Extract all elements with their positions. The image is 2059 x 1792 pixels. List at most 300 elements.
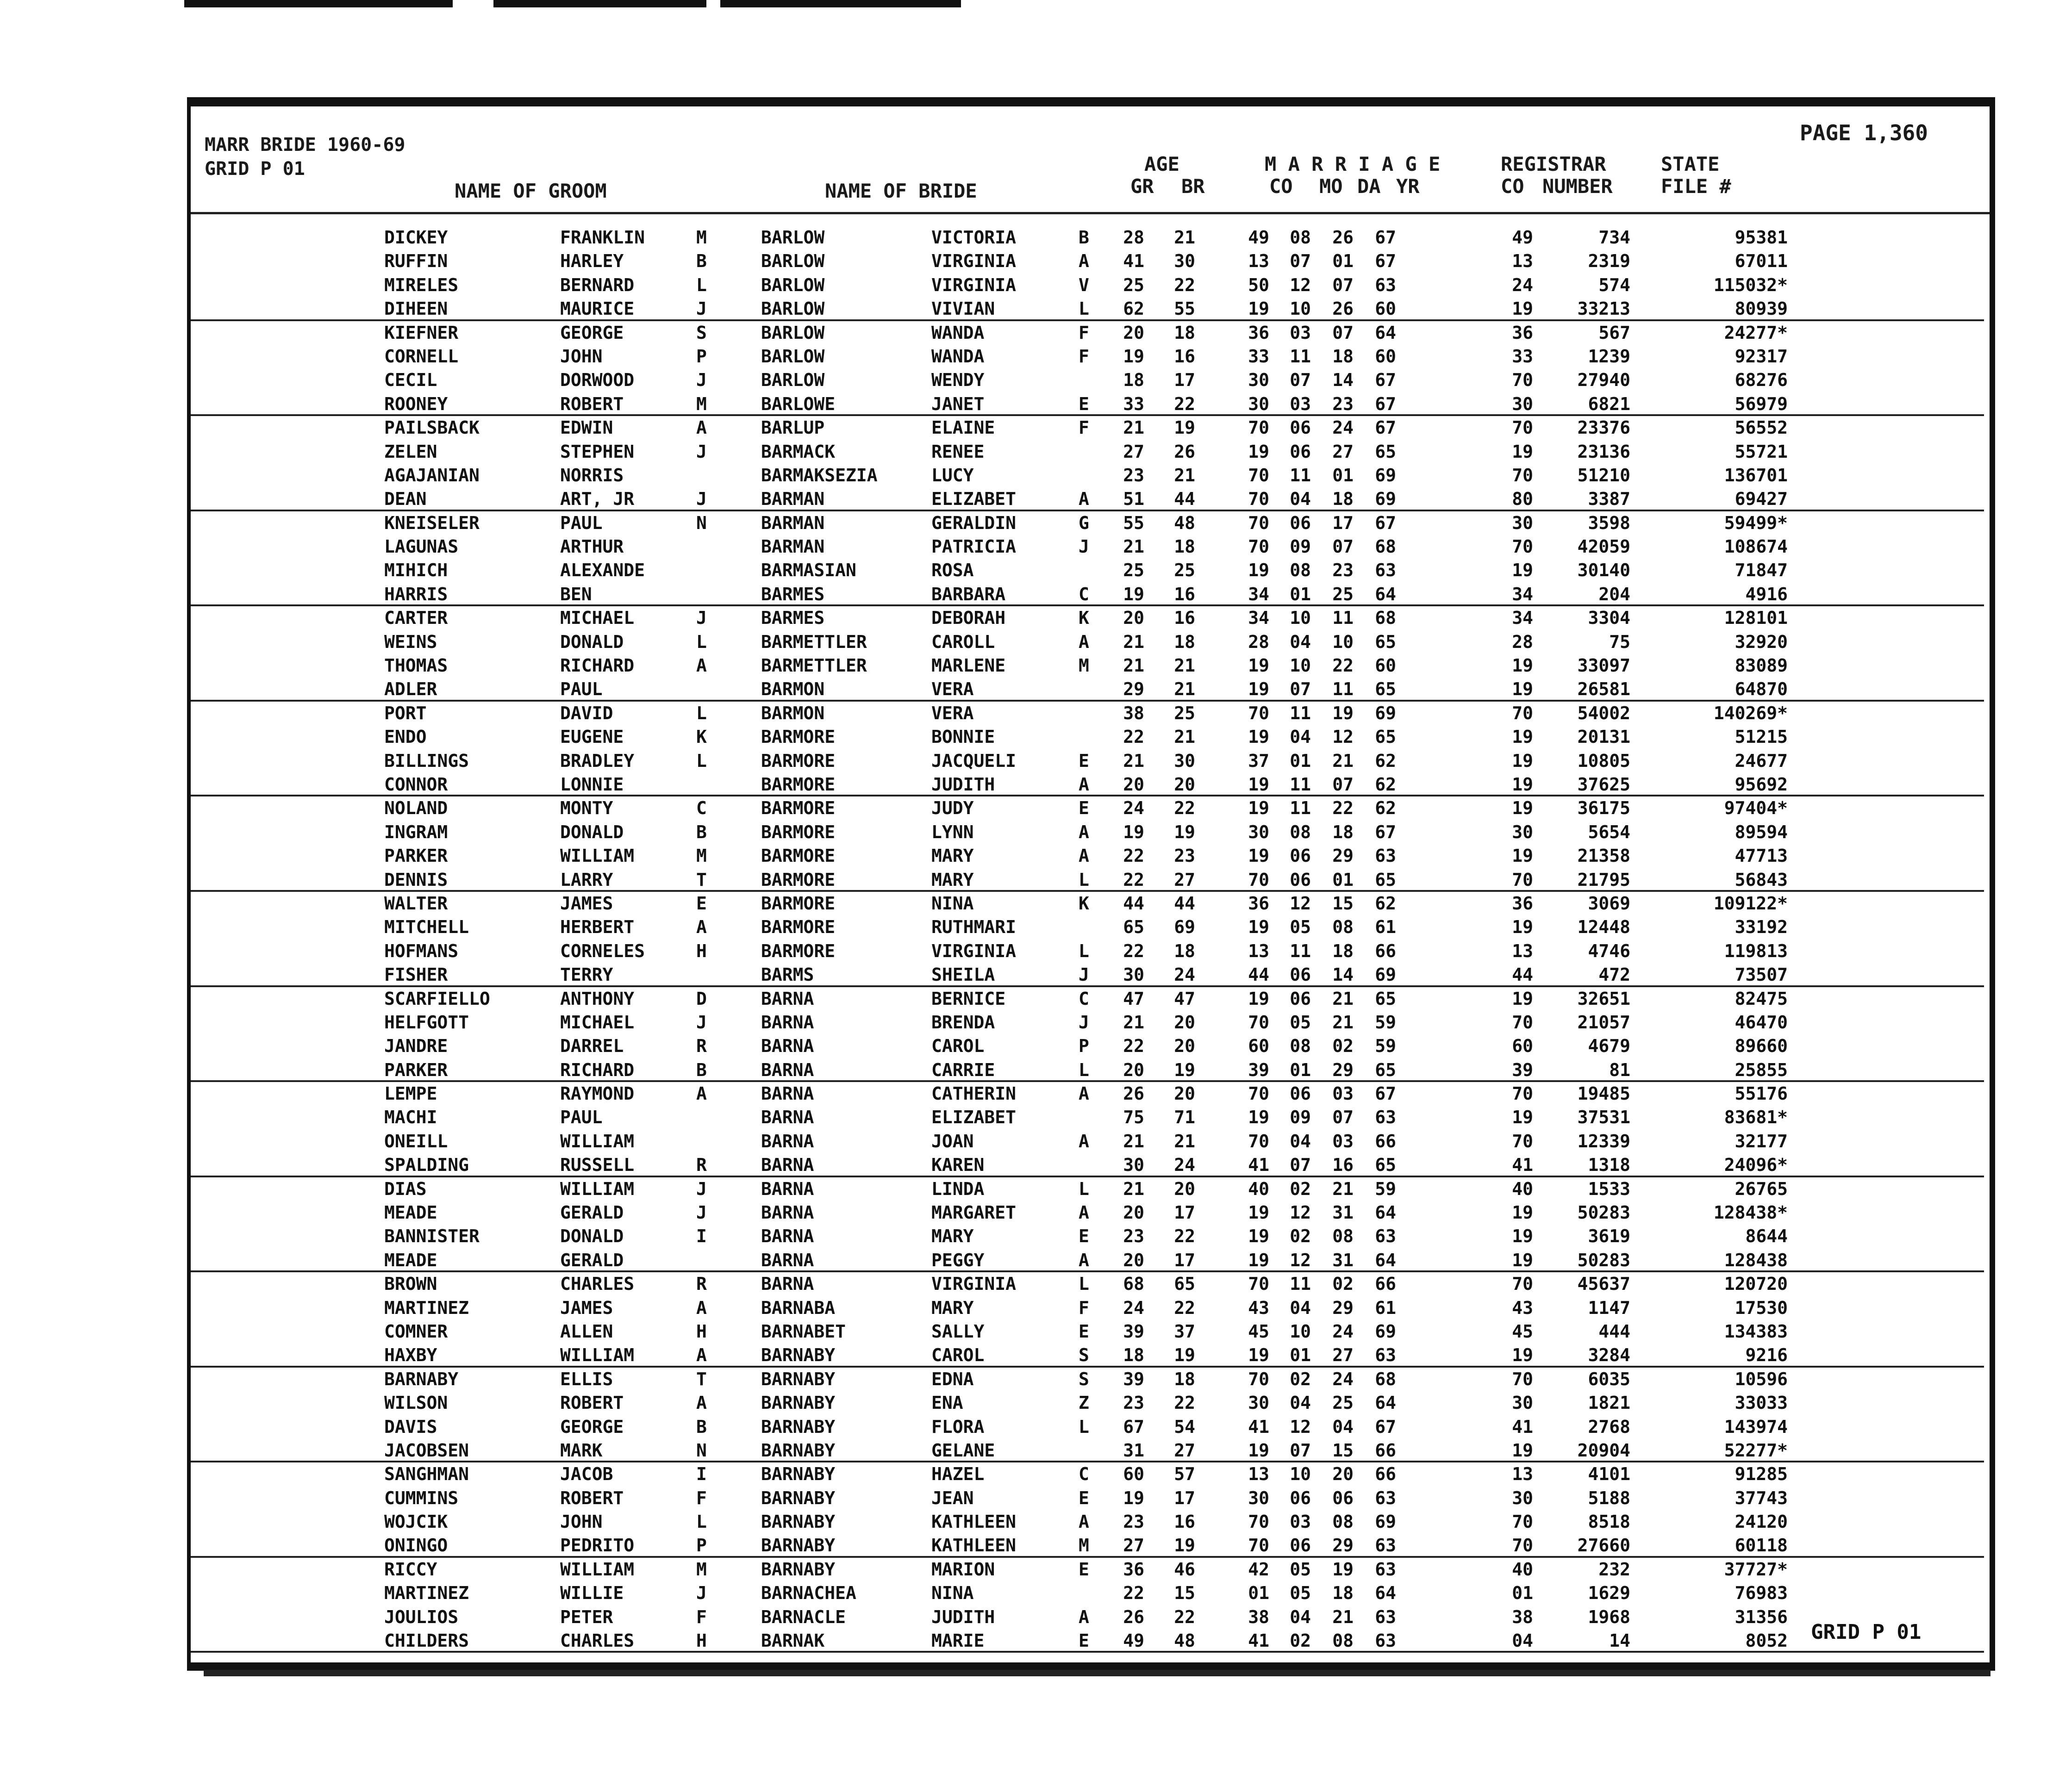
groom-age: 36: [1123, 1559, 1144, 1580]
groom-surname: SPALDING: [384, 1155, 469, 1176]
marriage-day: 14: [1332, 964, 1354, 985]
bride-surname: BARMORE: [761, 940, 836, 961]
marriage-county: 19: [1248, 798, 1269, 819]
table-row: [191, 1177, 1984, 1201]
bride-age: 37: [1174, 1321, 1195, 1342]
groom-given-name: ART, JR: [560, 489, 635, 510]
groom-surname: ONINGO: [384, 1535, 448, 1556]
marriage-day: 22: [1332, 655, 1354, 676]
bride-middle-initial: A: [1079, 1606, 1089, 1627]
bride-surname: BARMORE: [761, 869, 836, 890]
table-row: [191, 654, 1984, 678]
registrar-number: 23376: [1577, 417, 1630, 438]
groom-surname: THOMAS: [384, 655, 448, 676]
table-row: [191, 1558, 1984, 1581]
marriage-year: 63: [1375, 274, 1396, 295]
groom-age: 21: [1123, 1178, 1144, 1199]
bride-middle-initial: E: [1079, 1226, 1089, 1247]
groom-age: 23: [1123, 1512, 1144, 1532]
bride-given-name: VIRGINIA: [931, 940, 1017, 961]
bride-surname: BARLOW: [761, 251, 825, 272]
marriage-month: 12: [1290, 274, 1311, 295]
groom-given-name: MAURICE: [560, 299, 635, 319]
marriage-county: 70: [1248, 417, 1269, 438]
groom-age: 47: [1123, 988, 1144, 1009]
bride-given-name: JUDITH: [931, 774, 995, 795]
registrar-county: 19: [1512, 299, 1533, 319]
marriage-county: 70: [1248, 1369, 1269, 1389]
marriage-day: 08: [1332, 917, 1354, 938]
registrar-number: 19485: [1577, 1083, 1630, 1104]
bride-middle-initial: J: [1079, 536, 1089, 557]
registrar-number-header: NUMBER: [1542, 175, 1613, 198]
marriage-county: 19: [1248, 1250, 1269, 1270]
groom-middle-initial: B: [696, 1059, 707, 1080]
groom-age: 19: [1123, 584, 1144, 604]
bride-surname: BARNA: [761, 1155, 814, 1176]
marriage-county: 19: [1248, 1440, 1269, 1461]
bride-surname: BARNA: [761, 1250, 814, 1270]
groom-surname: PAILSBACK: [384, 417, 480, 438]
marriage-county: 70: [1248, 1274, 1269, 1294]
groom-age: 28: [1123, 227, 1144, 248]
groom-age: 38: [1123, 703, 1144, 723]
bride-given-name: DEBORAH: [931, 608, 1006, 628]
bride-given-name: GELANE: [931, 1440, 995, 1461]
bride-given-name: KATHLEEN: [931, 1512, 1017, 1532]
bride-given-name: BONNIE: [931, 727, 995, 747]
state-file-number: 95692: [1735, 774, 1788, 795]
marriage-county: 30: [1248, 1393, 1269, 1413]
groom-middle-initial: M: [696, 393, 707, 414]
table-row: [191, 1320, 1984, 1344]
bride-middle-initial: A: [1079, 1512, 1089, 1532]
bride-given-name: BRENDA: [931, 1012, 995, 1033]
bride-surname: BARLOW: [761, 346, 825, 367]
marriage-year: 59: [1375, 1178, 1396, 1199]
groom-age: 60: [1123, 1464, 1144, 1485]
registrar-county: 70: [1512, 1512, 1533, 1532]
marriage-county: 30: [1248, 393, 1269, 414]
marriage-year: 62: [1375, 798, 1396, 819]
table-row: [191, 392, 1984, 416]
groom-given-name: MARK: [560, 1440, 603, 1461]
marriage-month: 10: [1290, 1321, 1311, 1342]
registrar-county: 19: [1512, 1250, 1533, 1270]
bride-age: 22: [1174, 1606, 1195, 1627]
bride-age: 69: [1174, 917, 1195, 938]
registrar-county: 30: [1512, 512, 1533, 533]
table-row: [191, 440, 1984, 464]
registrar-number: 4679: [1588, 1036, 1630, 1057]
marriage-day: 15: [1332, 893, 1354, 914]
registrar-county: 38: [1512, 1606, 1533, 1627]
registrar-county: 19: [1512, 1226, 1533, 1247]
table-row: [191, 892, 1984, 915]
bride-surname: BARNACLE: [761, 1606, 846, 1627]
table-row: [191, 1272, 1984, 1296]
marriage-month: 11: [1290, 940, 1311, 961]
groom-age: 23: [1123, 1226, 1144, 1247]
top-scan-strip: [0, 0, 2059, 11]
registrar-county: 30: [1512, 1393, 1533, 1413]
registrar-county: 34: [1512, 608, 1533, 628]
marriage-month: 05: [1290, 917, 1311, 938]
registrar-county: 19: [1512, 1202, 1533, 1223]
state-file-number: 37727*: [1724, 1559, 1788, 1580]
groom-age: 22: [1123, 727, 1144, 747]
marriage-year: 59: [1375, 1012, 1396, 1033]
registrar-county: 41: [1512, 1416, 1533, 1437]
groom-surname: BROWN: [384, 1274, 437, 1294]
marriage-county: 19: [1248, 727, 1269, 747]
registrar-number: 734: [1598, 227, 1630, 248]
bride-age: 21: [1174, 1131, 1195, 1151]
groom-middle-initial: H: [696, 940, 707, 961]
groom-surname: PARKER: [384, 846, 448, 866]
groom-age: 39: [1123, 1321, 1144, 1342]
groom-age: 30: [1123, 1155, 1144, 1176]
bride-surname: BARMAN: [761, 512, 825, 533]
registrar-number: 27940: [1577, 370, 1630, 391]
bride-age: 16: [1174, 346, 1195, 367]
bride-surname: BARNABA: [761, 1297, 836, 1318]
bride-surname: BARMETTLER: [761, 655, 867, 676]
groom-age: 20: [1123, 1202, 1144, 1223]
table-row: [191, 1605, 1984, 1629]
marriage-county: 70: [1248, 1535, 1269, 1556]
groom-age: 27: [1123, 1535, 1144, 1556]
marriage-county: 19: [1248, 1345, 1269, 1366]
marriage-county: 19: [1248, 1202, 1269, 1223]
state-file-number: 89594: [1735, 821, 1788, 842]
groom-given-name: RUSSELL: [560, 1155, 635, 1176]
bride-middle-initial: C: [1079, 584, 1089, 604]
groom-age: 20: [1123, 322, 1144, 343]
marriage-county: 70: [1248, 1083, 1269, 1104]
marriage-county: 30: [1248, 821, 1269, 842]
marriage-year: 64: [1375, 322, 1396, 343]
marriage-day: 08: [1332, 1226, 1354, 1247]
bride-given-name: JUDITH: [931, 1606, 995, 1627]
registrar-county: 30: [1512, 1487, 1533, 1508]
state-file-number: 128438: [1724, 1250, 1788, 1270]
bride-given-name: RENEE: [931, 441, 985, 462]
groom-middle-initial: M: [696, 1559, 707, 1580]
registrar-number: 444: [1598, 1321, 1630, 1342]
groom-surname: CONNOR: [384, 774, 448, 795]
marriage-day: 07: [1332, 274, 1354, 295]
bride-surname: BARNA: [761, 1131, 814, 1151]
marriage-day: 18: [1332, 346, 1354, 367]
groom-given-name: FRANKLIN: [560, 227, 645, 248]
bride-middle-initial: G: [1079, 512, 1089, 533]
marriage-month: 02: [1290, 1630, 1311, 1651]
table-row: [191, 226, 1984, 249]
table-row: [191, 1249, 1984, 1272]
registrar-county: 45: [1512, 1321, 1533, 1342]
registrar-county: 60: [1512, 1036, 1533, 1057]
state-file-number: 128101: [1724, 608, 1788, 628]
marriage-year: 65: [1375, 631, 1396, 652]
bride-age: 26: [1174, 441, 1195, 462]
table-row: [191, 1082, 1984, 1106]
marriage-month: 03: [1290, 1512, 1311, 1532]
bride-middle-initial: M: [1079, 1535, 1089, 1556]
bride-middle-initial: F: [1079, 346, 1089, 367]
table-row: [191, 1629, 1984, 1653]
groom-given-name: ANTHONY: [560, 988, 635, 1009]
bride-surname: BARNA: [761, 1202, 814, 1223]
state-file-number: 55721: [1735, 441, 1788, 462]
marriage-day: 27: [1332, 441, 1354, 462]
groom-given-name: EUGENE: [560, 727, 624, 747]
registrar-county: 70: [1512, 1083, 1533, 1104]
registrar-county: 70: [1512, 1535, 1533, 1556]
table-row: [191, 821, 1984, 844]
age-bride-header: BR: [1181, 175, 1205, 198]
groom-given-name: CHARLES: [560, 1630, 635, 1651]
marriage-day: 31: [1332, 1202, 1354, 1223]
groom-age: 20: [1123, 774, 1144, 795]
groom-surname: SCARFIELLO: [384, 988, 490, 1009]
bride-given-name: JANET: [931, 393, 985, 414]
marriage-year: 65: [1375, 988, 1396, 1009]
table-row: [191, 368, 1984, 392]
registrar-county: 19: [1512, 679, 1533, 700]
marriage-day: 11: [1332, 608, 1354, 628]
registrar-number: 204: [1598, 584, 1630, 604]
bride-age: 19: [1174, 1345, 1195, 1366]
marriage-day: 17: [1332, 512, 1354, 533]
groom-surname: HOFMANS: [384, 940, 459, 961]
groom-middle-initial: R: [696, 1155, 707, 1176]
state-file-number: 68276: [1735, 370, 1788, 391]
registrar-number: 12448: [1577, 917, 1630, 938]
groom-given-name: CHARLES: [560, 1274, 635, 1294]
state-file-number: 52277*: [1724, 1440, 1788, 1461]
groom-middle-initial: A: [696, 655, 707, 676]
bride-given-name: ELIZABET: [931, 489, 1017, 510]
groom-given-name: PAUL: [560, 1107, 603, 1128]
registrar-county: 19: [1512, 1107, 1533, 1128]
marriage-day: 12: [1332, 727, 1354, 747]
groom-age: 21: [1123, 750, 1144, 771]
bride-age: 22: [1174, 1393, 1195, 1413]
registrar-number: 1239: [1588, 346, 1630, 367]
bride-middle-initial: A: [1079, 489, 1089, 510]
groom-surname: ROONEY: [384, 393, 448, 414]
state-file-number: 60118: [1735, 1535, 1788, 1556]
marriage-day: 02: [1332, 1036, 1354, 1057]
groom-middle-initial: B: [696, 821, 707, 842]
bride-age: 21: [1174, 727, 1195, 747]
table-row: [191, 1130, 1984, 1153]
marriage-year: 63: [1375, 846, 1396, 866]
groom-middle-initial: C: [696, 798, 707, 819]
bride-middle-initial: Z: [1079, 1393, 1089, 1413]
marriage-month: 09: [1290, 1107, 1311, 1128]
table-row: [191, 321, 1984, 345]
page-number: PAGE 1,360: [1800, 120, 1928, 145]
marriage-day: 18: [1332, 489, 1354, 510]
bride-middle-initial: J: [1079, 964, 1089, 985]
bride-middle-initial: S: [1079, 1345, 1089, 1366]
bride-given-name: JEAN: [931, 1487, 974, 1508]
marriage-day: 16: [1332, 1155, 1354, 1176]
registrar-number: 30140: [1577, 560, 1630, 581]
groom-surname: LEMPE: [384, 1083, 437, 1104]
marriage-year: 67: [1375, 227, 1396, 248]
groom-given-name: GEORGE: [560, 322, 624, 343]
registrar-number: 27660: [1577, 1535, 1630, 1556]
bride-age: 57: [1174, 1464, 1195, 1485]
table-row: [191, 416, 1984, 440]
groom-given-name: TERRY: [560, 964, 613, 985]
state-file-number: 37743: [1735, 1487, 1788, 1508]
table-row: [191, 511, 1984, 535]
marriage-day: 07: [1332, 322, 1354, 343]
marriage-county: 70: [1248, 536, 1269, 557]
bride-age: 55: [1174, 299, 1195, 319]
marriage-month: 12: [1290, 893, 1311, 914]
registrar-county: 70: [1512, 1131, 1533, 1151]
groom-age: 30: [1123, 964, 1144, 985]
groom-given-name: JAMES: [560, 893, 613, 914]
bride-surname: BARLUP: [761, 417, 825, 438]
table-row: [191, 345, 1984, 368]
bride-given-name: CATHERIN: [931, 1083, 1017, 1104]
groom-surname: MARTINEZ: [384, 1297, 469, 1318]
registrar-number: 50283: [1577, 1250, 1630, 1270]
registrar-county: 43: [1512, 1297, 1533, 1318]
table-row: [191, 725, 1984, 749]
groom-surname: CECIL: [384, 370, 437, 391]
table-row: [191, 1462, 1984, 1486]
bride-age: 27: [1174, 869, 1195, 890]
groom-age: 20: [1123, 1059, 1144, 1080]
bride-surname: BARMORE: [761, 774, 836, 795]
groom-surname: MEADE: [384, 1202, 437, 1223]
bride-age: 27: [1174, 1440, 1195, 1461]
marriage-county: 13: [1248, 251, 1269, 272]
registrar-county: 41: [1512, 1155, 1533, 1176]
bride-age: 20: [1174, 1083, 1195, 1104]
marriage-day: 24: [1332, 1321, 1354, 1342]
marriage-year: 65: [1375, 1059, 1396, 1080]
bride-given-name: JACQUELI: [931, 750, 1017, 771]
groom-surname: WILSON: [384, 1393, 448, 1413]
marriage-county: 19: [1248, 560, 1269, 581]
marriage-year: 63: [1375, 1345, 1396, 1366]
marriage-year: 64: [1375, 584, 1396, 604]
registrar-county: 19: [1512, 1440, 1533, 1461]
marriage-day: 25: [1332, 1393, 1354, 1413]
bride-surname: BARMAKSEZIA: [761, 465, 878, 485]
marriage-county-header: CO: [1269, 175, 1293, 198]
state-file-number: 108674: [1724, 536, 1788, 557]
groom-middle-initial: J: [696, 1583, 707, 1604]
groom-middle-initial: B: [696, 1416, 707, 1437]
marriage-county: 19: [1248, 299, 1269, 319]
state-file-number: 140269*: [1713, 703, 1788, 723]
marriage-day: 03: [1332, 1131, 1354, 1151]
state-file-number: 83681*: [1724, 1107, 1788, 1128]
groom-surname: MIHICH: [384, 560, 448, 581]
groom-middle-initial: T: [696, 1369, 707, 1389]
marriage-day: 18: [1332, 1583, 1354, 1604]
bride-age: 44: [1174, 489, 1195, 510]
bride-surname: BARNABY: [761, 1440, 836, 1461]
marriage-county: 13: [1248, 1464, 1269, 1485]
marriage-month: 01: [1290, 750, 1311, 771]
marriage-month: 12: [1290, 1250, 1311, 1270]
groom-middle-initial: K: [696, 727, 707, 747]
groom-given-name: RICHARD: [560, 1059, 635, 1080]
state-file-header: FILE #: [1661, 175, 1731, 198]
marriage-day: 07: [1332, 536, 1354, 557]
marriage-month: 11: [1290, 346, 1311, 367]
marriage-day: 24: [1332, 1369, 1354, 1389]
bride-surname: BARMAN: [761, 489, 825, 510]
registrar-number: 5654: [1588, 821, 1630, 842]
state-file-number: 4916: [1745, 584, 1788, 604]
groom-surname: RICCY: [384, 1559, 437, 1580]
bride-age: 44: [1174, 893, 1195, 914]
bride-given-name: ENA: [931, 1393, 963, 1413]
groom-middle-initial: H: [696, 1321, 707, 1342]
registrar-county: 19: [1512, 727, 1533, 747]
state-file-number: 82475: [1735, 988, 1788, 1009]
bride-age: 24: [1174, 1155, 1195, 1176]
groom-surname: DEAN: [384, 489, 427, 510]
groom-surname: INGRAM: [384, 821, 448, 842]
marriage-day: 21: [1332, 1012, 1354, 1033]
state-file-number: 119813: [1724, 940, 1788, 961]
bride-given-name: ROSA: [931, 560, 974, 581]
table-row: [191, 559, 1984, 582]
marriage-day: 06: [1332, 1487, 1354, 1508]
marriage-county: 36: [1248, 322, 1269, 343]
table-row: [191, 1581, 1984, 1605]
groom-surname: COMNER: [384, 1321, 448, 1342]
groom-age: 27: [1123, 441, 1144, 462]
groom-age: 62: [1123, 299, 1144, 319]
state-file-number: 136701: [1724, 465, 1788, 485]
groom-surname: MITCHELL: [384, 917, 469, 938]
groom-age: 22: [1123, 1583, 1144, 1604]
bride-given-name: BERNICE: [931, 988, 1006, 1009]
marriage-month: 07: [1290, 251, 1311, 272]
marriage-county: 40: [1248, 1178, 1269, 1199]
groom-middle-initial: A: [696, 417, 707, 438]
marriage-month: 08: [1290, 560, 1311, 581]
marriage-month: 01: [1290, 584, 1311, 604]
bride-surname: BARNABET: [761, 1321, 846, 1342]
groom-middle-initial: R: [696, 1036, 707, 1057]
groom-given-name: DARREL: [560, 1036, 624, 1057]
marriage-month: 06: [1290, 964, 1311, 985]
marriage-year: 64: [1375, 1583, 1396, 1604]
marriage-year: 67: [1375, 512, 1396, 533]
state-file-number: 56552: [1735, 417, 1788, 438]
marriage-month: 09: [1290, 536, 1311, 557]
state-file-number: 33033: [1735, 1393, 1788, 1413]
table-row: [191, 1011, 1984, 1034]
registrar-number: 6035: [1588, 1369, 1630, 1389]
groom-surname: DICKEY: [384, 227, 448, 248]
marriage-day: 02: [1332, 1274, 1354, 1294]
